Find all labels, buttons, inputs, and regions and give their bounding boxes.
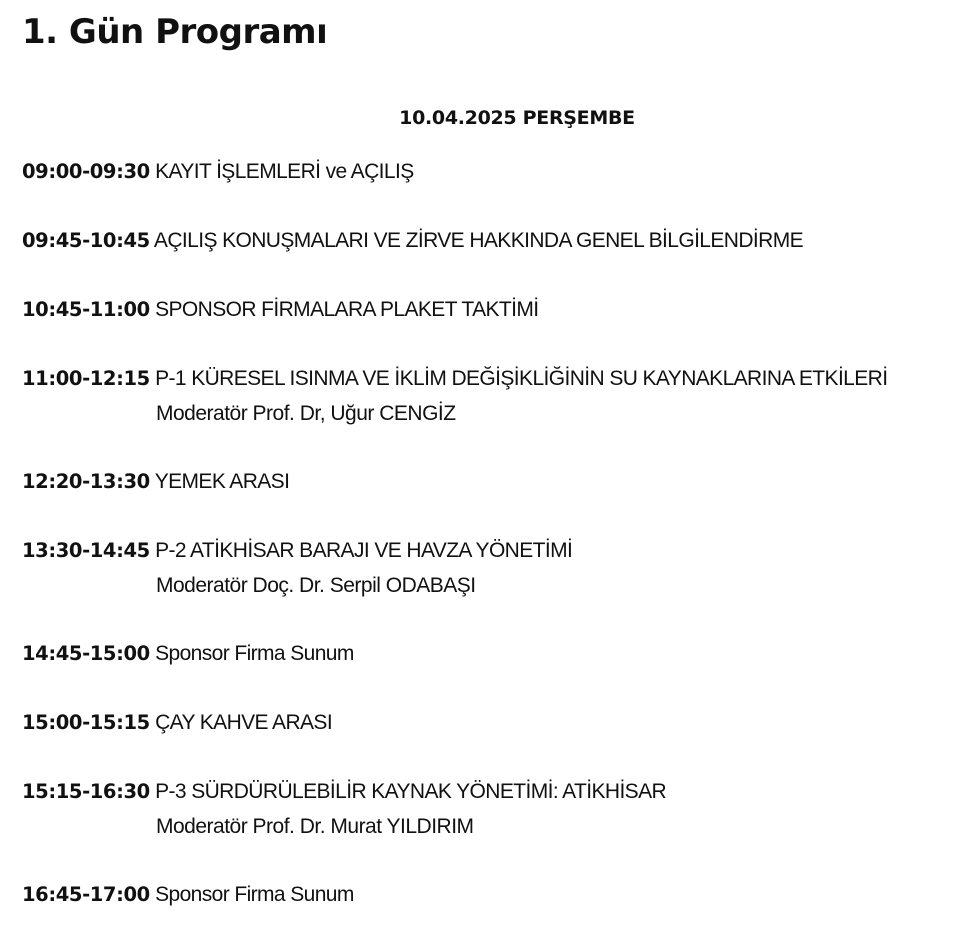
session-time: 16:45-17:00 (22, 883, 150, 906)
schedule-item (22, 533, 962, 603)
session-time: 11:00-12:15 (22, 367, 150, 390)
session-title: YEMEK ARASI (154, 470, 290, 493)
session-title: Sponsor Firma Sunum (155, 883, 354, 906)
session-time: 12:20-13:30 (22, 470, 150, 493)
session-moderator: Moderatör Doç. Dr. Serpil ODABAŞI (156, 574, 476, 597)
session-title: SPONSOR FİRMALARA PLAKET TAKTİMİ (155, 298, 539, 321)
session-title: P-1 KÜRESEL ISINMA VE İKLİM DEĞİŞİKLİĞİNİN SU KAYNAKLARINA ETKİLERİ (155, 367, 888, 390)
session-title: Sponsor Firma Sunum (155, 642, 354, 665)
session-moderator: Moderatör Prof. Dr, Uğur CENGİZ (156, 402, 456, 425)
schedule-item (22, 292, 962, 328)
session-title: P-2 ATİKHİSAR BARAJI VE HAVZA YÖNETİMİ (155, 539, 573, 562)
schedule-item (22, 705, 962, 741)
page-title: 1. Gün Programı (22, 12, 328, 52)
session-time: 15:15-16:30 (22, 780, 150, 803)
session-time: 09:45-10:45 (22, 229, 150, 252)
session-time: 10:45-11:00 (22, 298, 150, 321)
session-title: P-3 SÜRDÜRÜLEBİLİR KAYNAK YÖNETİMİ: ATİKHİSAR (155, 780, 667, 803)
session-time: 14:45-15:00 (22, 642, 150, 665)
session-time: 15:00-15:15 (22, 711, 150, 734)
program-date: 10.04.2025 PERŞEMBE (399, 107, 635, 129)
schedule-item (22, 774, 962, 844)
schedule-item (22, 464, 962, 500)
schedule-item (22, 223, 962, 259)
schedule-item (22, 877, 962, 913)
session-title: KAYIT İŞLEMLERİ ve AÇILIŞ (155, 160, 414, 183)
session-time: 09:00-09:30 (22, 160, 150, 183)
session-moderator: Moderatör Prof. Dr. Murat YILDIRIM (156, 815, 474, 838)
session-title: ÇAY KAHVE ARASI (155, 711, 333, 734)
session-time: 13:30-14:45 (22, 539, 150, 562)
session-title: AÇILIŞ KONUŞMALARI VE ZİRVE HAKKINDA GENEL BİLGİLENDİRME (153, 229, 804, 252)
program-page (22, 10, 962, 946)
schedule-item (22, 361, 962, 431)
schedule-item (22, 154, 962, 190)
schedule-list (22, 154, 962, 913)
schedule-item (22, 636, 962, 672)
